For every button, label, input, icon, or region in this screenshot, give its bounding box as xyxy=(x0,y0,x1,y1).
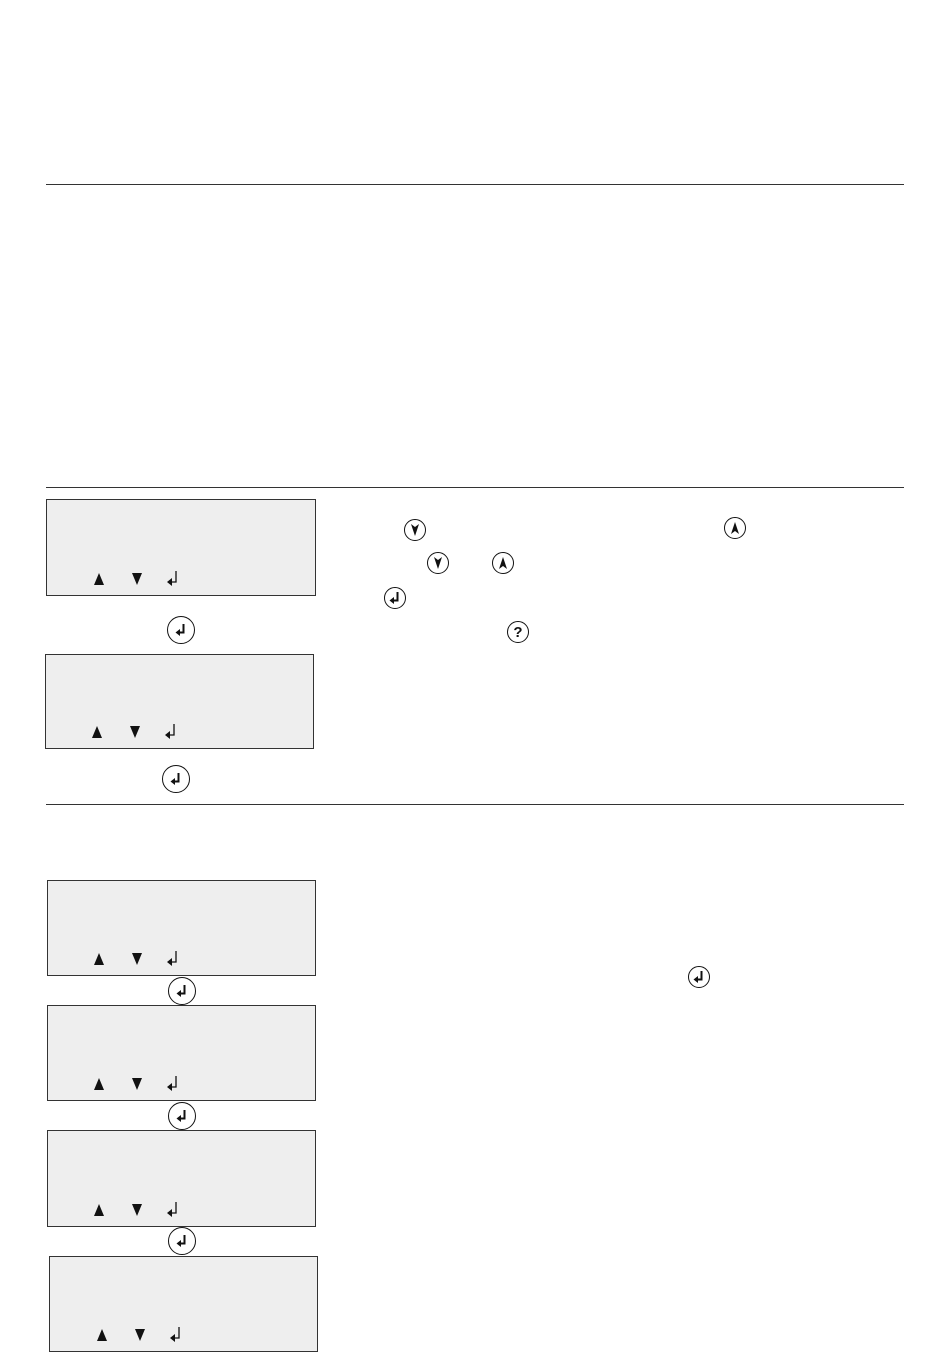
up-button-icon[interactable] xyxy=(724,517,746,539)
up-arrow-icon xyxy=(91,1076,107,1092)
enter-button-icon[interactable] xyxy=(168,977,196,1005)
section-divider-middle xyxy=(46,487,904,488)
lcd-keys xyxy=(91,571,191,587)
enter-button-icon[interactable] xyxy=(162,765,190,793)
up-arrow-icon xyxy=(94,1327,110,1343)
up-button-icon[interactable] xyxy=(492,552,514,574)
lcd-keys xyxy=(89,724,189,740)
enter-arrow-icon xyxy=(166,1202,182,1218)
enter-arrow-icon xyxy=(166,571,182,587)
lcd-keys xyxy=(91,1202,191,1218)
lcd-keys xyxy=(91,951,191,967)
down-arrow-icon xyxy=(127,724,143,740)
down-arrow-icon xyxy=(129,1076,145,1092)
lcd-keys xyxy=(91,1076,191,1092)
lcd-display-3 xyxy=(47,880,316,976)
up-arrow-icon xyxy=(91,1202,107,1218)
enter-button-icon[interactable] xyxy=(688,966,710,988)
lcd-display-1 xyxy=(46,499,316,596)
help-button-icon[interactable] xyxy=(507,621,529,643)
lcd-display-5 xyxy=(47,1130,316,1227)
up-arrow-icon xyxy=(89,724,105,740)
help-button-label: ? xyxy=(513,623,523,641)
enter-arrow-icon xyxy=(166,1076,182,1092)
down-arrow-icon xyxy=(132,1327,148,1343)
enter-button-icon[interactable] xyxy=(168,1227,196,1255)
down-arrow-icon xyxy=(129,1202,145,1218)
enter-arrow-icon xyxy=(169,1327,185,1343)
down-button-icon[interactable] xyxy=(427,552,449,574)
down-button-icon[interactable] xyxy=(404,519,426,541)
lcd-display-6 xyxy=(49,1256,318,1352)
enter-arrow-icon xyxy=(164,724,180,740)
enter-arrow-icon xyxy=(166,951,182,967)
up-arrow-icon xyxy=(91,951,107,967)
lcd-display-2 xyxy=(45,654,314,749)
enter-button-icon[interactable] xyxy=(384,587,406,609)
enter-button-icon[interactable] xyxy=(168,1102,196,1130)
section-divider-top xyxy=(46,184,904,185)
up-arrow-icon xyxy=(91,571,107,587)
enter-button-icon[interactable] xyxy=(167,616,195,644)
section-divider-bottom xyxy=(46,804,904,805)
down-arrow-icon xyxy=(129,571,145,587)
lcd-display-4 xyxy=(47,1005,316,1101)
down-arrow-icon xyxy=(129,951,145,967)
lcd-keys xyxy=(94,1327,194,1343)
